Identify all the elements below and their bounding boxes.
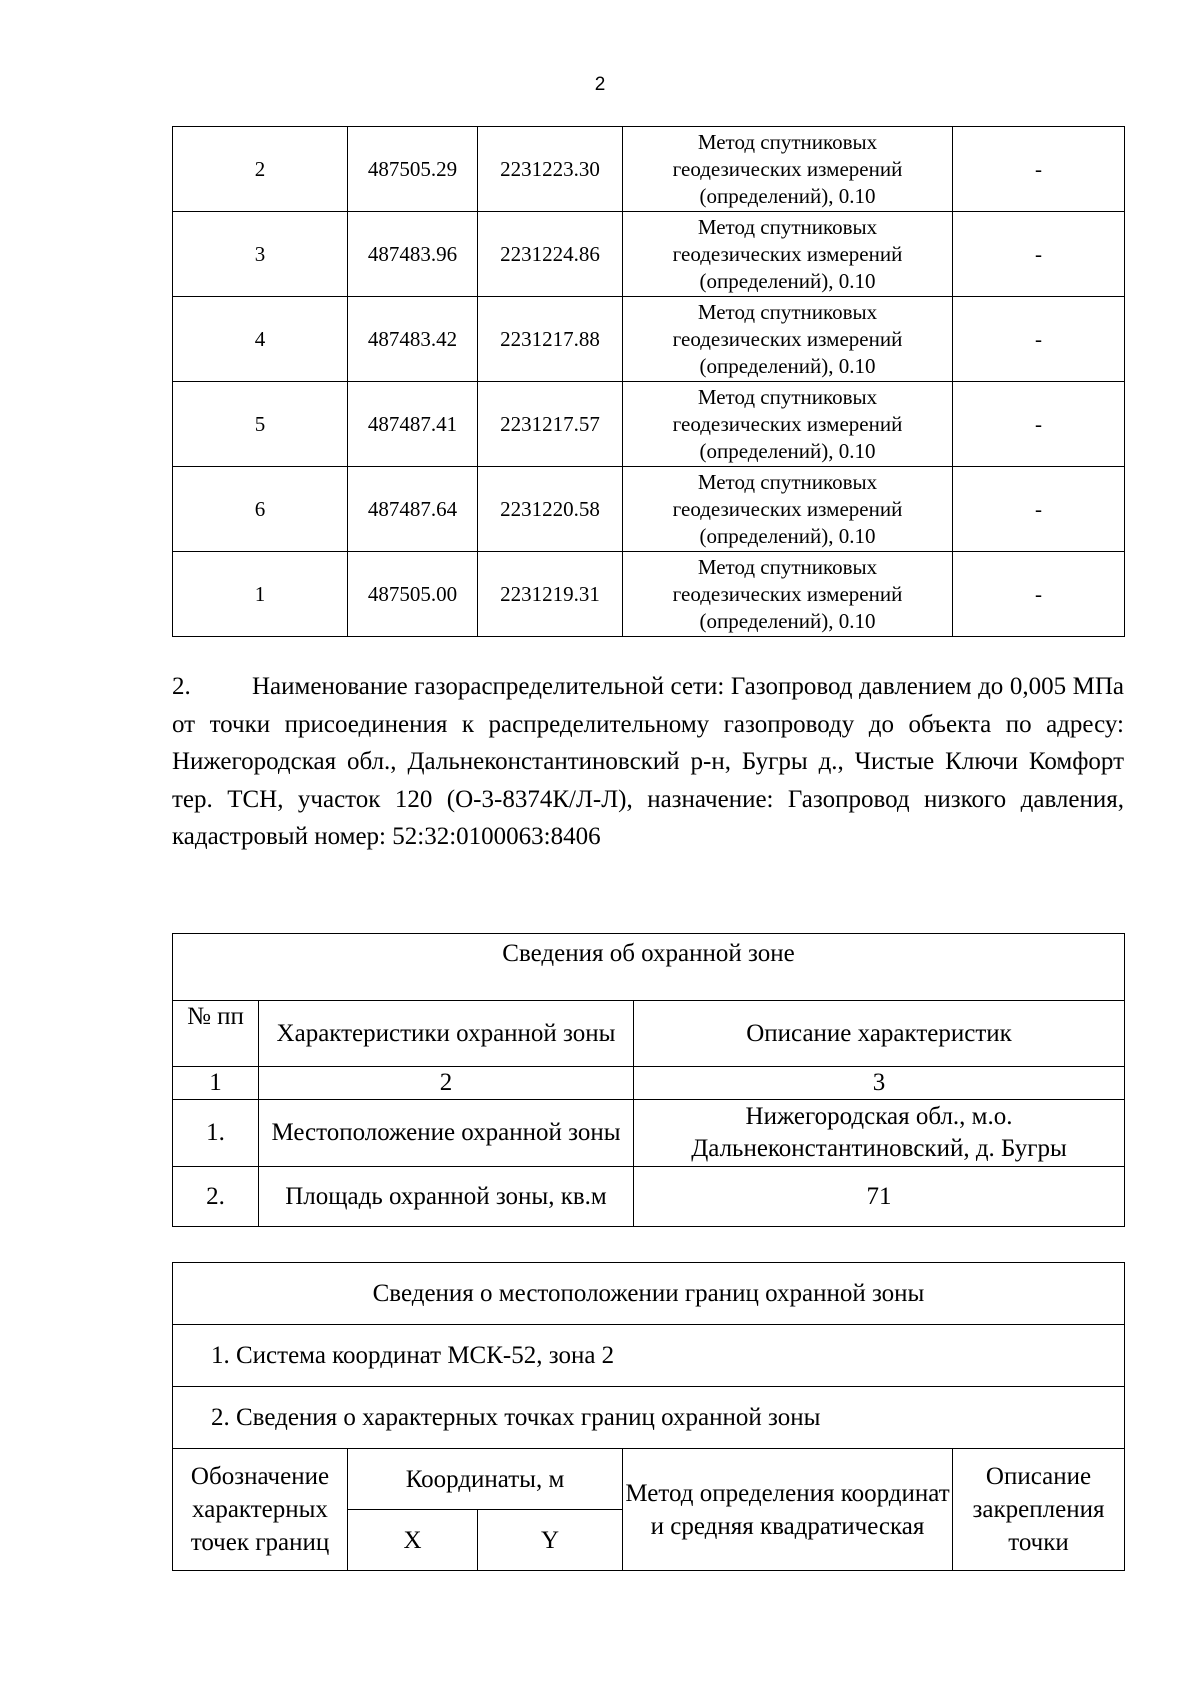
- method-line: (определений), 0.10: [699, 608, 876, 633]
- method-line: (определений), 0.10: [699, 268, 876, 293]
- point-description: -: [953, 552, 1125, 637]
- paragraph-text: Наименование газораспределительной сети: Газопровод давлением до 0,005 МПа от точки присоединения к распределительному газопроводу до объекта по адресу: Нижегородская обл., Дальнеконстантиновский р-н, Бугры д., Чистые Ключи Комфорт тер. ТСН, участок 120 (О-3-8374К/Л-Л), назначение: Газопровод низкого давления, кадастровый номер: 52:32:0100063:8406: [172, 673, 1124, 850]
- coordinate-x: 487487.64: [348, 467, 478, 552]
- method-line: Метод спутниковых: [697, 214, 878, 239]
- zone-index-2: 2: [259, 1067, 634, 1100]
- point-number: 5: [173, 382, 348, 467]
- point-number: 3: [173, 212, 348, 297]
- zone-header-number: № пп: [173, 1001, 259, 1067]
- method-line: Метод спутниковых: [697, 469, 878, 494]
- coordinate-x: 487505.00: [348, 552, 478, 637]
- method-line: геодезических измерений: [672, 496, 903, 521]
- coordinates-table: [172, 126, 1125, 637]
- col-coordinates: Координаты, м: [348, 1449, 623, 1510]
- coordinate-row: [173, 212, 1125, 297]
- coordinate-row: [173, 552, 1125, 637]
- bounds-table-title: Сведения о местоположении границ охранной зоны: [173, 1263, 1125, 1325]
- method: [623, 382, 953, 467]
- point-description: -: [953, 127, 1125, 212]
- page-number: 2: [594, 74, 606, 95]
- coordinate-y: 2231217.88: [478, 297, 623, 382]
- zone-row-value: Нижегородская обл., м.о. Дальнеконстантиновский, д. Бугры: [634, 1100, 1125, 1167]
- zone-row-number: 1.: [173, 1100, 259, 1167]
- method-line: Метод спутниковых: [697, 384, 878, 409]
- col-method: Метод определения координат и средняя квадратическая: [623, 1449, 953, 1571]
- col-description: Описание закрепления точки: [953, 1449, 1125, 1571]
- zone-row-name: Местоположение охранной зоны: [259, 1100, 634, 1167]
- method: [623, 467, 953, 552]
- col-designation: Обозначение характерных точек границ: [173, 1449, 348, 1571]
- coordinate-x: 487505.29: [348, 127, 478, 212]
- network-name-paragraph: [172, 668, 1124, 856]
- method-line: (определений), 0.10: [699, 183, 876, 208]
- method-line: (определений), 0.10: [699, 523, 876, 548]
- method-line: геодезических измерений: [672, 156, 903, 181]
- zone-row-number: 2.: [173, 1167, 259, 1227]
- method-line: Метод спутниковых: [697, 299, 878, 324]
- coordinate-y: 2231217.57: [478, 382, 623, 467]
- method: [623, 552, 953, 637]
- method-line: геодезических измерений: [672, 411, 903, 436]
- method: [623, 212, 953, 297]
- method-line: Метод спутниковых: [697, 554, 878, 579]
- zone-header-characteristic: Характеристики охранной зоны: [259, 1001, 634, 1067]
- coordinate-y: 2231219.31: [478, 552, 623, 637]
- col-y: Y: [478, 1510, 623, 1571]
- coordinate-y: 2231220.58: [478, 467, 623, 552]
- coordinate-system: 1. Система координат МСК-52, зона 2: [173, 1325, 1125, 1387]
- method: [623, 127, 953, 212]
- coordinate-x: 487487.41: [348, 382, 478, 467]
- zone-boundaries-table: [172, 1262, 1125, 1571]
- coordinate-row: [173, 127, 1125, 212]
- method-line: (определений), 0.10: [699, 438, 876, 463]
- zone-table-title: Сведения об охранной зоне: [173, 934, 1125, 1001]
- zone-header-description: Описание характеристик: [634, 1001, 1125, 1067]
- col-x: X: [348, 1510, 478, 1571]
- method-line: геодезических измерений: [672, 581, 903, 606]
- coordinate-row: [173, 467, 1125, 552]
- zone-index-3: 3: [634, 1067, 1125, 1100]
- point-number: 4: [173, 297, 348, 382]
- coordinate-x: 487483.96: [348, 212, 478, 297]
- point-description: -: [953, 297, 1125, 382]
- zone-index-1: 1: [173, 1067, 259, 1100]
- method: [623, 297, 953, 382]
- method-line: (определений), 0.10: [699, 353, 876, 378]
- method-line: геодезических измерений: [672, 241, 903, 266]
- coordinate-x: 487483.42: [348, 297, 478, 382]
- zone-row-value: 71: [634, 1167, 1125, 1227]
- coordinate-row: [173, 297, 1125, 382]
- point-number: 2: [173, 127, 348, 212]
- point-number: 1: [173, 552, 348, 637]
- protection-zone-table: [172, 933, 1125, 1227]
- coordinate-row: [173, 382, 1125, 467]
- points-title: 2. Сведения о характерных точках границ охранной зоны: [173, 1387, 1125, 1449]
- point-number: 6: [173, 467, 348, 552]
- point-description: -: [953, 467, 1125, 552]
- point-description: -: [953, 382, 1125, 467]
- coordinate-y: 2231223.30: [478, 127, 623, 212]
- zone-row-name: Площадь охранной зоны, кв.м: [259, 1167, 634, 1227]
- method-line: геодезических измерений: [672, 326, 903, 351]
- point-description: -: [953, 212, 1125, 297]
- method-line: Метод спутниковых: [697, 129, 878, 154]
- paragraph-number: 2.: [172, 673, 191, 700]
- coordinate-y: 2231224.86: [478, 212, 623, 297]
